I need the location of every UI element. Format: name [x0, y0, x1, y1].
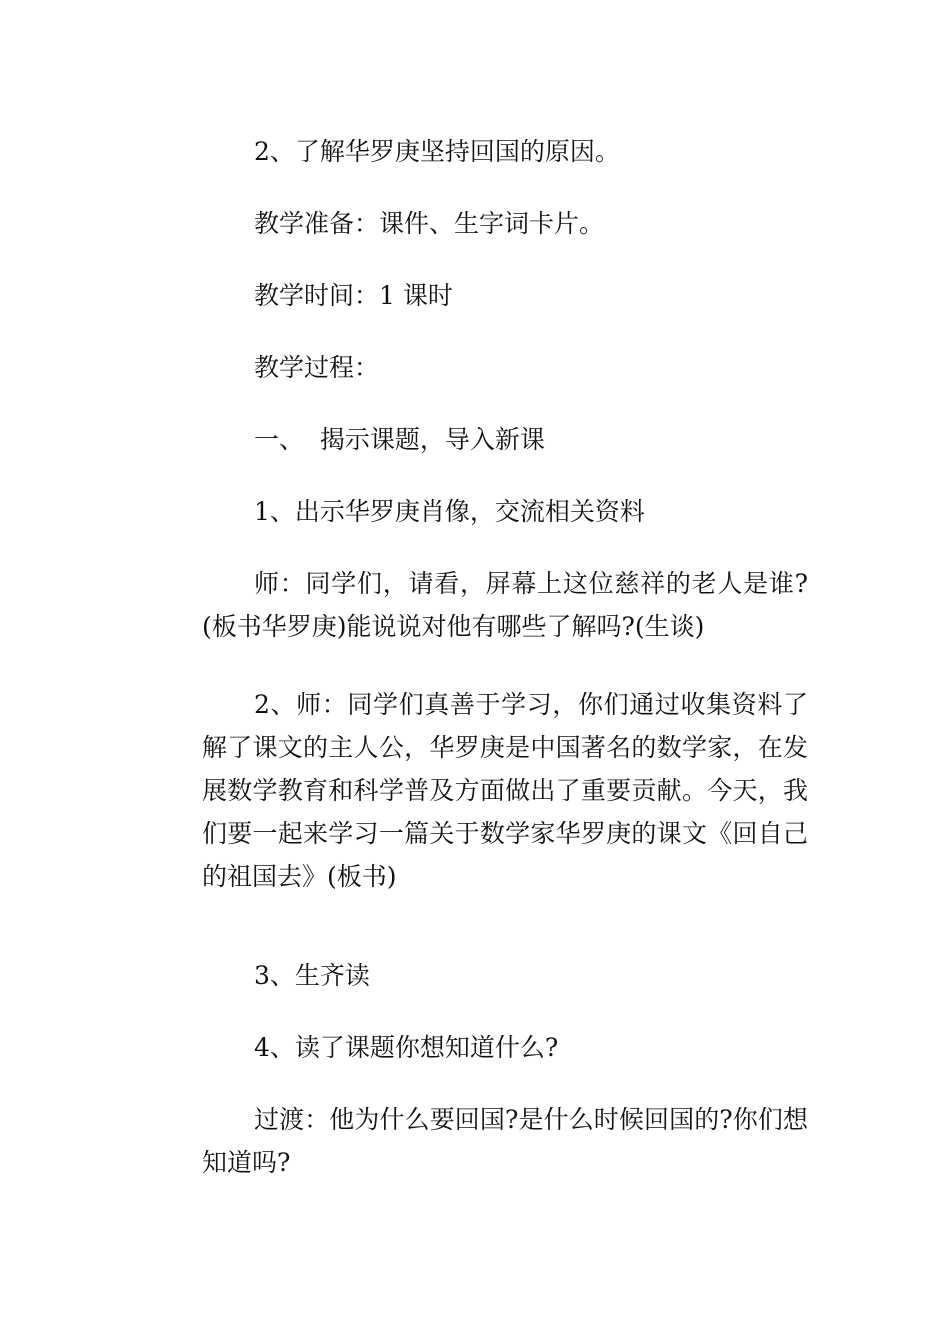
paragraph-step-1: 1、出示华罗庚肖像，交流相关资料 [254, 497, 645, 526]
paragraph-step-3: 3、生齐读 [254, 961, 370, 990]
paragraph-teacher-question: 师：同学们，请看，屏幕上这位慈祥的老人是谁?(板书华罗庚)能说说对他有哪些了解吗?(生谈) [202, 569, 808, 641]
paragraph-teaching-time: 教学时间：1 课时 [254, 281, 453, 310]
paragraph-teaching-prep: 教学准备：课件、生字词卡片。 [254, 209, 605, 238]
paragraph-step-2: 2、师：同学们真善于学习，你们通过收集资料了解了课文的主人公，华罗庚是中国著名的数学家，在发展数学教育和科学普及方面做出了重要贡献。今天，我们要一起来学习一篇关于数学家华罗庚的课文《回自己的祖国去》(板书) [202, 690, 808, 891]
paragraph-step-4: 4、读了课题你想知道什么? [254, 1033, 559, 1062]
paragraph-transition: 过渡：他为什么要回国?是什么时候回国的?你们想知道吗? [202, 1105, 808, 1177]
paragraph-objective-2: 2、了解华罗庚坚持回国的原因。 [254, 137, 620, 166]
section-heading-1: 一、 揭示课题，导入新课 [254, 425, 545, 454]
paragraph-teaching-process: 教学过程： [254, 353, 380, 382]
